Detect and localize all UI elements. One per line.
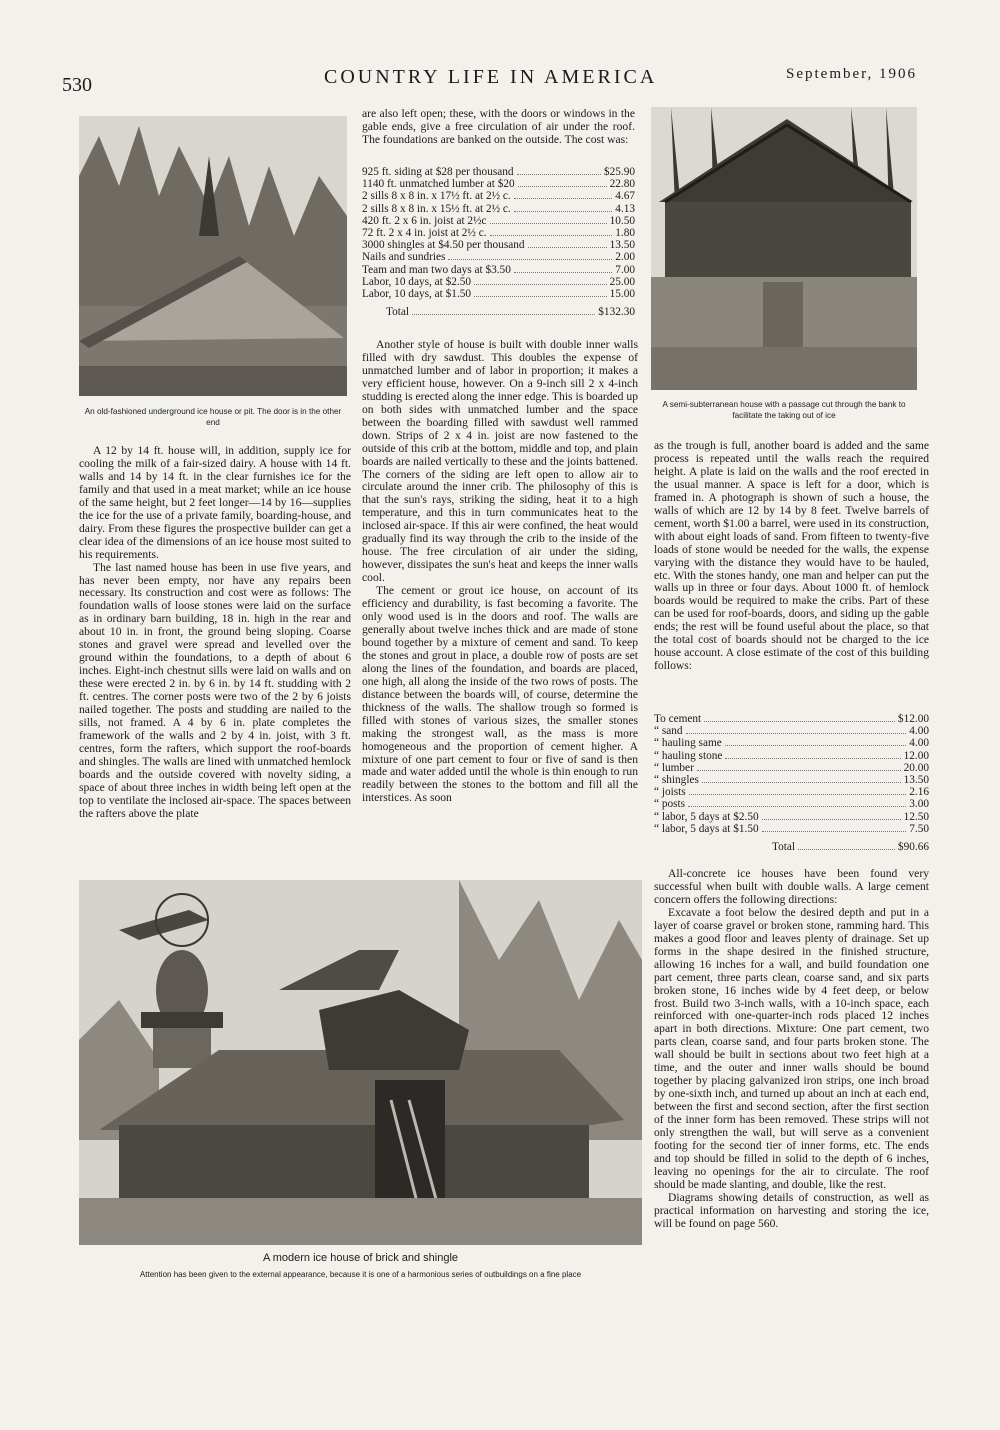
cost-row: Nails and sundries 2.00	[362, 251, 635, 264]
cost-row: “ lumber 20.00	[654, 761, 929, 774]
column-middle-text	[362, 339, 638, 864]
column-right-text-1: as the trough is full, another board is added and the same process is repeated until the walls reach the required height. A plate is laid on the walls and the roof erected in the usual manner. A space is left for a door, which is framed in. A photograph is shown of such a house, the walls of which are 12 by 14 by 8 feet. Twelve barrels of cement, worth $1.00 a barrel, were used in its construction, with about eight loads of sand. From fifteen to twenty-five loads of stone would be needed for the walls, the expense varying with the distance they would have to be hauled, etc. With the stones handy, one man and helper can put the walls up in three or four days. About 1000 ft. of hemlock boards would be required to make the cribs. Part of these can be used for roof-boards, doors, and siding up the gable ends; the rest will be found useful about the place, so that the total cost of boards should not be charged to the ice house account. A close estimate of the cost of this building follows:	[654, 440, 929, 673]
cost-row: “ shingles 13.50	[654, 774, 929, 787]
cost-total-row: Total $132.30	[386, 306, 635, 319]
caption-photo-1: An old-fashioned underground ice house or pit. The door is in the other end	[84, 407, 342, 427]
cost-table-2	[654, 713, 929, 853]
cost-row: 72 ft. 2 x 4 in. joist at 2½ c. 1.80	[362, 227, 635, 240]
paragraph: A 12 by 14 ft. house will, in addition, supply ice for cooling the milk of a fair-sized dairy. A house with 14 ft. walls and 14 by 14 ft. in the clear furnishes ice for the family and that used in a meat market; while an ice house of the same height, but 2 feet longer—14 by 16—supplies the ice for the use of a private family, boarding-house, and dairy. From these figures the prospective builder can get a clear idea of the dimensions of an ice house most suited to his requirements.	[79, 445, 351, 561]
cost-row: “ sand 4.00	[654, 725, 929, 738]
cost-row: “ hauling stone 12.00	[654, 749, 929, 762]
page-number: 530	[62, 74, 92, 96]
cost-row: “ hauling same 4.00	[654, 737, 929, 750]
cost-total-row: Total $90.66	[772, 841, 929, 854]
paragraph: All-concrete ice houses have been found very successful when built with double walls. A large cement concern offers the following directions:	[654, 868, 929, 906]
paragraph: Another style of house is built with double inner walls filled with dry sawdust. This doubles the expense of unmatched lumber and of labor in proportion; it makes a very efficient house, however. On a 9-inch sill 2 x 4-inch studding is erected along the inner edge. This is boarded up on both sides with unmatched lumber and the space between the boarding filled with sawdust well rammed down. Strips of 2 x 4 in. joist are now fastened to the outside of this crib at the bottom, middle and top, and plain boards are nailed vertically to these and the joints battened. The corners of the siding are left open to allow air to circulate around the inner crib. The philosophy of this is that the sun's rays, striking the siding, heat it to a high temperature, and this in turn communicates heat to the inclosed air-space. If this air were confined, the heat would gradually find its way through the crib to the inside of the house. The free circulation of air under the siding, however, dissipates the sun's heat and keeps the inner walls cool.	[362, 339, 638, 585]
cost-row: 2 sills 8 x 8 in. x 17½ ft. at 2½ c. 4.67	[362, 190, 635, 203]
cost-row: “ posts 3.00	[654, 798, 929, 811]
cost-row: “ labor, 5 days at $2.50 12.50	[654, 810, 929, 823]
cost-row: 3000 shingles at $4.50 per thousand 13.50	[362, 239, 635, 252]
paragraph: The last named house has been in use five years, and has never been empty, nor have any repairs been necessary. Its construction and cost were as follows: The foundation walls of loose stones were laid on the surface as in ordinary barn building, 18 in. high in the rear and about 10 in. in front, the ground being sloping. Coarse stones and gravel were spread and levelled over the ground within the foundations, to a depth of about 6 inches. Eight-inch chestnut sills were laid on walls and on these were erected 2 in. by 6 in. by 14 ft. studding with 2 ft. centres. The corner posts were two of the 2 by 6 joists nailed together. The posts and studding are nailed to the sills, not framed. A 4 by 6 in. plate completes the framework of the walls and 2 by 4 in. joist, with 3 ft. centres, form the rafters, which support the roof-boards and shingles. The walls are lined with unmatched hemlock boards and the outside covered with novelty siding, a space of about three inches in width being left open at the top to ventilate the inclosed air-space. The spaces between the rafters above the plate	[79, 560, 351, 820]
cost-row: 420 ft. 2 x 6 in. joist at 2½c 10.50	[362, 214, 635, 227]
cost-row: 2 sills 8 x 8 in. x 15½ ft. at 2½ c. 4.13	[362, 202, 635, 215]
paragraph: Excavate a foot below the desired depth and put in a layer of coarse gravel or broken stone, ramming hard. This makes a good floor and leaves plenty of drainage. Set up forms in the shape desired in the finished structure, allowing 16 inches for a wall, and build foundation one part cement, three parts clean, coarse sand, and six parts broken stone, 16 inches wide by 4 feet deep, or below frost. Build two 3-inch walls, with a 10-inch space, each reinforced with one-quarter-inch rods placed 12 inches apart in both directions. Mixture: One part cement, two parts clean, coarse sand, and four parts broken stone. The wall should be built in sections about two feet high at a time, and the outer and inner walls should be bound together by placing galvanized iron strips, one inch broad by one-sixth inch, and turned up about an inch at each end, between the first and second section, after the first section of the inner form has been removed. These strips will not only strengthen the wall, but will serve as a convenient footing for the second tier of inner forms, etc. The ends and top should be filled in solid to the depth of 6 inches, leaving no openings for the air to circulate. The roof should be made slanting, and double, like the rest.	[654, 905, 929, 1191]
column-middle-intro: are also left open; these, with the doors or windows in the gable ends, give a free circulation of air under the roof. The foundations are banked on the outside. The cost was:	[362, 108, 635, 146]
cost-row: Labor, 10 days, at $2.50 25.00	[362, 275, 635, 288]
paragraph: Diagrams showing details of construction, as well as practical information on harvesting and storing the ice, will be found on page 560.	[654, 1190, 929, 1230]
photo-modern-ice-house	[79, 880, 642, 1245]
issue-date: September, 1906	[786, 66, 918, 82]
cost-row: Team and man two days at $3.50 7.00	[362, 263, 635, 276]
caption-photo-2: A semi-subterranean house with a passage cut through the bank to facilitate the taking out of ice	[662, 400, 906, 420]
caption-photo-3-subtitle: Attention has been given to the external appearance, because it is one of a harmonious series of outbuildings on a fine place	[139, 1270, 582, 1279]
cost-row: “ joists 2.16	[654, 786, 929, 799]
column-left-text	[79, 445, 351, 865]
cost-row: To cement $12.00	[654, 713, 929, 725]
column-right-text-2	[654, 868, 929, 1298]
paragraph: The cement or grout ice house, on account of its efficiency and durability, is fast becoming a favorite. The only wood used is in the doors and roof. The walls are generally about twelve inches thick and are made of stone bound together by a mixture of cement and sand. To keep the stones and grout in place, a double row of posts are set along the lines of the foundation, and boards are placed, one high, all along the inside of the two rows of posts. The distance between the boards will, of course, determine the thickness of the walls. The shallow trough so formed is filled with stones of various sizes, the smaller stones making the strongest wall, as the mass is more homogeneous and the proportion of cement higher. A mixture of one part cement to four or five of sand is then made and water added until the whole is thin enough to run readily between the stones to the bottom and fill all the interstices. As soon	[362, 584, 638, 805]
cost-table-1	[362, 166, 635, 318]
photo-semi-subterranean-house	[651, 107, 917, 390]
cost-row: “ labor, 5 days at $1.50 7.50	[654, 822, 929, 835]
magazine-title: COUNTRY LIFE IN AMERICA	[324, 66, 658, 88]
cost-row: Labor, 10 days, at $1.50 15.00	[362, 288, 635, 301]
caption-photo-3-title: A modern ice house of brick and shingle	[262, 1252, 459, 1264]
photo-underground-ice-house	[79, 116, 347, 396]
cost-row: 925 ft. siding at $28 per thousand $25.90	[362, 166, 635, 178]
cost-row: 1140 ft. unmatched lumber at $20 22.80	[362, 178, 635, 191]
